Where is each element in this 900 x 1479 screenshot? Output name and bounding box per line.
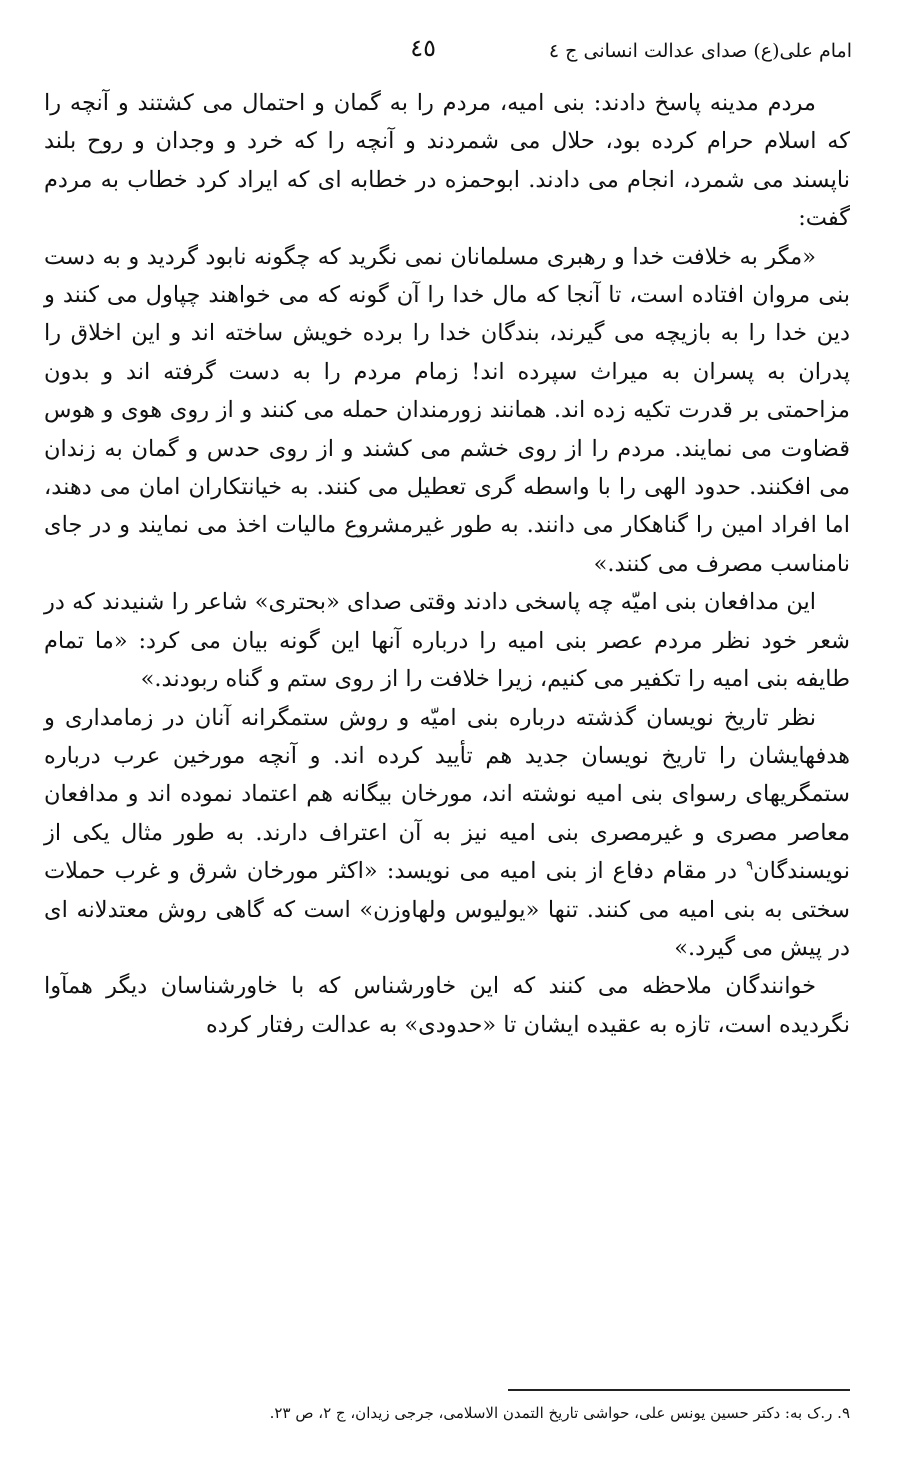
page-number: ٤٥ (410, 34, 436, 62)
page-header (40, 34, 852, 70)
body-text (44, 84, 850, 1044)
paragraph-4-part-2: در مقام دفاع از بنی امیه می نویسد: «اکثر مورخان شرق و غرب حملات سختی به بنی امیه می کنند. تنها «یولیوس ولهاوزن» است که گاهی روش معتدلانه ای در پیش می گیرد.» (44, 858, 850, 961)
paragraph-2-quote: «مگر به خلافت خدا و رهبری مسلمانان نمی نگرید که چگونه نابود گردید و به دست بنی مروان افتاده است، تا آنجا که مال خدا را آن گونه که می خواهند چپاول می کنند و دین خدا را به بازیچه می گیرند، بندگان خدا را برده خویش ساخته اند و این اخلاق را پدران به پسران به میراث سپرده اند! زمام مردم را به دست گرفته اند و بدون مزاحمتی بر قدرت تکیه زده اند. همانند زورمندان حمله می کنند و از روی هوی و هوس قضاوت می نمایند. مردم را از روی خشم می کشند و از روی حدس و گمان به زندان می افکنند. حدود الهی را با واسطه گری تعطیل می کنند. به خیانتکاران امان می دهند، اما افراد امین را گناهکار می دانند. به طور غیرمشروع مالیات اخذ می نمایند و در جای نامناسب مصرف می کنند.» (44, 243, 850, 577)
paragraph-5: خوانندگان ملاحظه می کنند که این خاورشناس که با خاورشناسان دیگر همآوا نگردیده است، تازه به عقیده ایشان تا «حدودی» به عدالت رفتار کرده (44, 973, 850, 1038)
paragraph-4 (44, 699, 850, 968)
footnote-separator (508, 1389, 850, 1391)
paragraph-4-part-1: نظر تاریخ نویسان گذشته درباره بنی امیّه و روش ستمگرانه آنان در زمامداری و هدفهایشان را تاریخ نویسان جدید هم تأیید کرده اند. و آنچه مورخین عرب درباره ستمگریهای رسوای بنی امیه نوشته اند، مورخان بیگانه هم اعتماد نموده اند و مدافعان معاصر مصری و غیرمصری بنی امیه نیز به آن اعتراف دارند. به طور مثال یکی از نویسندگان (44, 704, 850, 885)
footnote: ٩. ر.ک به: دکتر حسین یونس علی، حواشی تاریخ التمدن الاسلامی، جرجی زیدان، ج ٢، ص ٢٣. (269, 1404, 850, 1422)
paragraph-3: این مدافعان بنی امیّه چه پاسخی دادند وقتی صدای «بحتری» شاعر را شنیدند که در شعر خود نظر مردم عصر بنی امیه را درباره آنها این گونه بیان می کرد: «ما تمام طایفه بنی امیه را تکفیر می کنیم، زیرا خلافت را از روی ستم و گناه ربودند.» (44, 589, 850, 693)
running-title: امام علی(ع) صدای عدالت انسانی ج ٤ (548, 40, 852, 62)
paragraph-1: مردم مدینه پاسخ دادند: بنی امیه، مردم را به گمان و احتمال می کشتند و آنچه را که اسلام حرام کرده بود، حلال می شمردند و آنچه را که خرد و وجدان و روح بلند ناپسند می شمرد، انجام می دادند. ابوحمزه در خطابه ای که ایراد کرد خطاب به مردم گفت: (44, 90, 850, 232)
footnote-reference[interactable]: ٩ (746, 858, 754, 874)
